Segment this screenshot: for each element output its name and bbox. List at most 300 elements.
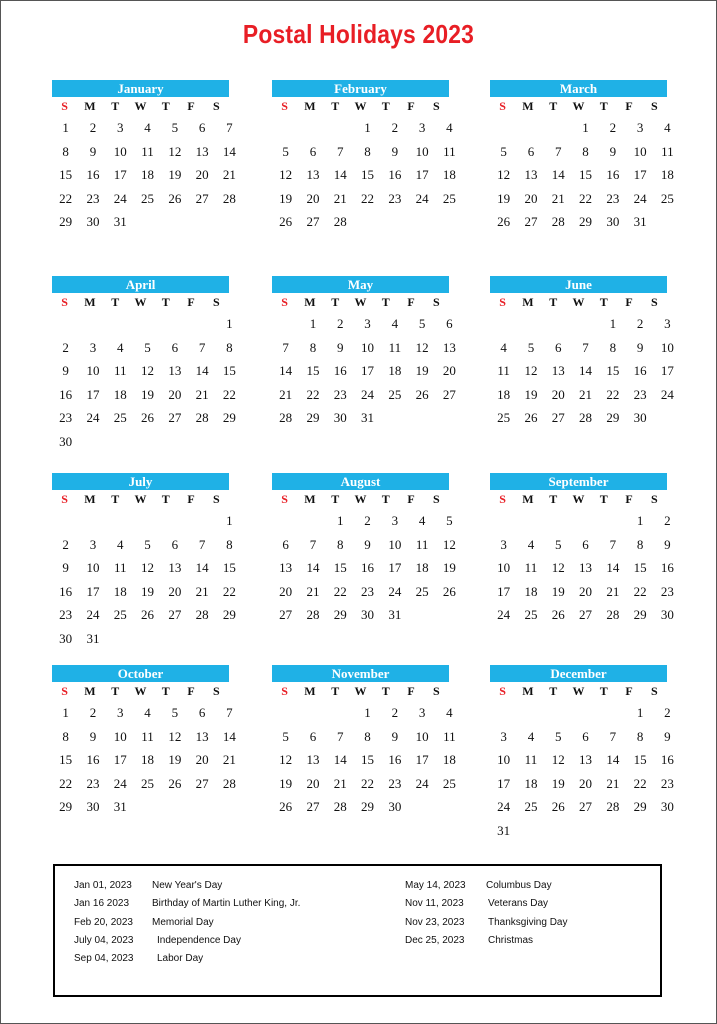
- day-cell: 31: [113, 799, 127, 815]
- day-cell: 6: [554, 339, 562, 355]
- day-cell: 19: [551, 775, 565, 791]
- day-cell: 21: [222, 167, 236, 183]
- holiday-name: Birthday of Martin Luther King, Jr.: [152, 898, 301, 910]
- day-cell: 12: [279, 752, 293, 768]
- weekday-label: M: [84, 99, 96, 113]
- weekday-row: [52, 490, 229, 509]
- day-cell: 26: [442, 583, 456, 599]
- day-cell: 29: [361, 799, 375, 815]
- day-cell: 12: [551, 560, 565, 576]
- day-cell: 4: [446, 120, 453, 135]
- day-cell: 12: [497, 167, 511, 183]
- day-cell: 29: [633, 607, 647, 623]
- day-cell: 9: [636, 339, 644, 355]
- day-cell: 26: [551, 607, 565, 623]
- day-cell: 18: [660, 167, 674, 183]
- day-cell: 26: [524, 410, 538, 426]
- day-cell: 5: [418, 316, 426, 331]
- weekday-row: [490, 682, 667, 701]
- day-cell: 13: [306, 167, 320, 183]
- day-cell: 31: [497, 822, 511, 838]
- day-cell: 13: [195, 143, 209, 159]
- day-cell: 13: [306, 752, 320, 768]
- weekday-label: T: [161, 295, 170, 309]
- weekday-label: S: [281, 684, 288, 698]
- weekday-label: T: [381, 99, 390, 113]
- day-grid: [490, 509, 674, 627]
- weekday-label: T: [161, 99, 170, 113]
- day-cell: 11: [113, 363, 127, 379]
- day-cell: 6: [171, 339, 179, 355]
- month-august: [272, 473, 456, 627]
- weekday-label: F: [187, 99, 195, 113]
- day-cell: 30: [633, 410, 647, 426]
- day-cell: 11: [141, 728, 154, 744]
- day-cell: 16: [633, 363, 647, 379]
- month-june: [490, 276, 674, 430]
- day-cell: 6: [446, 316, 453, 331]
- weekday-label: M: [522, 99, 534, 113]
- weekday-label: W: [134, 492, 147, 506]
- weekday-label: T: [381, 295, 390, 309]
- day-cell: 6: [282, 536, 289, 552]
- day-cell: 11: [388, 339, 402, 355]
- weekday-label: S: [432, 492, 440, 506]
- day-cell: 7: [282, 339, 289, 355]
- holiday-date: Dec 25, 2023: [405, 934, 465, 946]
- day-cell: 26: [279, 799, 293, 815]
- empty-cell: [134, 509, 161, 533]
- holiday-name: Labor Day: [157, 953, 204, 965]
- weekday-label: T: [549, 492, 558, 506]
- day-cell: 6: [171, 536, 179, 552]
- day-cell: 17: [388, 560, 402, 576]
- empty-cell: [517, 312, 544, 336]
- day-cell: 9: [364, 536, 371, 552]
- day-cell: 23: [606, 190, 620, 206]
- day-cell: 16: [660, 752, 674, 768]
- day-cell: 18: [415, 560, 429, 576]
- holiday-date: July 04, 2023: [74, 934, 134, 946]
- day-cell: 21: [551, 190, 565, 206]
- day-cell: 17: [660, 363, 674, 379]
- weekday-label: M: [304, 295, 316, 309]
- day-cell: 22: [59, 775, 73, 791]
- day-cell: 9: [336, 339, 344, 355]
- day-cell: 21: [606, 775, 620, 791]
- day-cell: 12: [415, 339, 429, 355]
- day-cell: 20: [524, 190, 538, 206]
- weekday-label: M: [304, 684, 316, 698]
- holiday-name: Christmas: [488, 934, 534, 946]
- day-cell: 8: [636, 536, 644, 552]
- weekday-label: T: [599, 492, 608, 506]
- day-cell: 9: [62, 560, 69, 576]
- weekday-label: F: [625, 684, 633, 698]
- day-cell: 20: [168, 583, 182, 599]
- day-cell: 4: [527, 728, 535, 744]
- day-cell: 14: [195, 560, 209, 576]
- day-cell: 25: [388, 386, 402, 402]
- day-cell: 5: [446, 513, 453, 528]
- day-cell: 14: [279, 363, 293, 379]
- day-cell: 11: [497, 363, 510, 379]
- day-cell: 18: [524, 583, 538, 599]
- day-cell: 14: [606, 560, 620, 576]
- empty-cell: [572, 509, 599, 533]
- empty-cell: [545, 509, 572, 533]
- holiday-name: Independence Day: [157, 934, 241, 946]
- empty-cell: [272, 701, 299, 725]
- day-cell: 15: [222, 560, 236, 576]
- day-cell: 4: [144, 120, 151, 135]
- weekday-label: T: [549, 99, 558, 113]
- day-cell: 26: [168, 190, 182, 206]
- day-cell: 17: [113, 752, 127, 768]
- empty-cell: [599, 509, 626, 533]
- day-cell: 20: [306, 190, 320, 206]
- day-cell: 8: [309, 339, 317, 355]
- day-cell: 27: [551, 410, 565, 426]
- weekday-row: [52, 97, 229, 116]
- day-cell: 4: [446, 705, 453, 720]
- day-cell: 19: [168, 752, 182, 768]
- weekday-label: S: [432, 684, 440, 698]
- day-cell: 9: [391, 728, 399, 744]
- day-cell: 16: [388, 167, 402, 183]
- day-cell: 26: [168, 775, 182, 791]
- day-cell: 25: [442, 775, 456, 791]
- month-july: [52, 473, 236, 651]
- day-cell: 29: [59, 799, 73, 815]
- empty-cell: [107, 509, 134, 533]
- empty-cell: [545, 701, 572, 725]
- weekday-label: T: [111, 492, 120, 506]
- weekday-label: T: [331, 492, 340, 506]
- day-cell: 29: [606, 410, 620, 426]
- empty-cell: [79, 312, 106, 336]
- day-cell: 31: [86, 630, 100, 646]
- day-cell: 27: [306, 799, 320, 815]
- day-cell: 30: [660, 799, 674, 815]
- weekday-label: M: [522, 684, 534, 698]
- month-header: August: [272, 473, 449, 490]
- day-cell: 26: [279, 214, 293, 230]
- day-cell: 31: [388, 607, 402, 623]
- day-cell: 14: [306, 560, 320, 576]
- day-cell: 1: [62, 120, 69, 135]
- day-cell: 23: [86, 775, 100, 791]
- day-cell: 5: [171, 705, 179, 720]
- month-header: January: [52, 80, 229, 97]
- day-cell: 21: [279, 386, 293, 402]
- month-header: November: [272, 665, 449, 682]
- day-cell: 6: [309, 143, 317, 159]
- day-cell: 26: [415, 386, 429, 402]
- weekday-label: S: [212, 684, 220, 698]
- day-cell: 13: [579, 560, 593, 576]
- weekday-label: S: [650, 492, 658, 506]
- day-grid: [490, 116, 674, 234]
- day-cell: 2: [391, 120, 399, 135]
- day-cell: 25: [524, 607, 538, 623]
- day-cell: 31: [113, 214, 127, 230]
- day-cell: 4: [418, 513, 426, 528]
- day-cell: 22: [59, 190, 73, 206]
- day-cell: 31: [633, 214, 647, 230]
- day-cell: 10: [113, 143, 127, 159]
- weekday-label: S: [432, 295, 440, 309]
- day-cell: 27: [579, 799, 593, 815]
- empty-cell: [490, 116, 517, 140]
- day-cell: 29: [222, 607, 236, 623]
- day-cell: 9: [89, 728, 97, 744]
- day-cell: 3: [418, 705, 426, 720]
- empty-cell: [327, 701, 354, 725]
- day-cell: 3: [116, 120, 124, 135]
- day-cell: 12: [551, 752, 565, 768]
- day-cell: 17: [361, 363, 375, 379]
- day-cell: 24: [86, 607, 100, 623]
- day-cell: 22: [606, 386, 620, 402]
- day-cell: 16: [606, 167, 620, 183]
- day-cell: 22: [222, 386, 236, 402]
- weekday-label: F: [187, 295, 195, 309]
- day-cell: 30: [388, 799, 402, 815]
- day-cell: 17: [415, 752, 429, 768]
- month-header: April: [52, 276, 229, 293]
- day-cell: 28: [606, 799, 620, 815]
- weekday-label: T: [161, 684, 170, 698]
- weekday-label: M: [84, 295, 96, 309]
- day-cell: 4: [116, 339, 124, 355]
- holiday-date: Nov 23, 2023: [405, 916, 465, 928]
- day-cell: 14: [606, 752, 620, 768]
- day-cell: 22: [361, 775, 375, 791]
- day-cell: 21: [579, 386, 593, 402]
- day-cell: 26: [551, 799, 565, 815]
- day-cell: 10: [388, 536, 402, 552]
- day-cell: 25: [141, 775, 155, 791]
- day-cell: 8: [609, 339, 617, 355]
- day-cell: 30: [660, 607, 674, 623]
- day-cell: 24: [113, 190, 127, 206]
- day-cell: 24: [388, 583, 402, 599]
- day-cell: 23: [86, 190, 100, 206]
- month-october: [52, 665, 236, 819]
- day-cell: 21: [606, 583, 620, 599]
- day-cell: 4: [116, 536, 124, 552]
- weekday-label: F: [625, 295, 633, 309]
- day-grid: [490, 701, 674, 843]
- day-cell: 31: [361, 410, 375, 426]
- day-cell: 20: [168, 386, 182, 402]
- day-cell: 13: [195, 728, 209, 744]
- day-cell: 27: [524, 214, 538, 230]
- day-cell: 25: [141, 190, 155, 206]
- day-cell: 27: [168, 410, 182, 426]
- day-grid: [272, 116, 456, 234]
- day-cell: 28: [222, 775, 236, 791]
- day-cell: 28: [551, 214, 565, 230]
- day-cell: 5: [144, 536, 151, 552]
- day-cell: 15: [306, 363, 320, 379]
- day-cell: 7: [336, 728, 344, 744]
- weekday-row: [272, 490, 449, 509]
- day-cell: 10: [633, 143, 647, 159]
- day-cell: 20: [551, 386, 565, 402]
- day-cell: 3: [391, 513, 399, 528]
- day-cell: 1: [636, 513, 644, 528]
- day-cell: 30: [59, 630, 73, 646]
- weekday-label: T: [599, 295, 608, 309]
- weekday-label: T: [381, 684, 390, 698]
- day-cell: 13: [524, 167, 538, 183]
- day-cell: 2: [636, 316, 644, 331]
- weekday-label: F: [187, 684, 195, 698]
- weekday-label: S: [61, 295, 68, 309]
- month-march: [490, 80, 674, 234]
- holiday-name: Veterans Day: [488, 898, 549, 910]
- day-cell: 8: [636, 728, 644, 744]
- day-cell: 28: [333, 214, 347, 230]
- day-cell: 28: [222, 190, 236, 206]
- holiday-name: Memorial Day: [152, 916, 214, 928]
- day-cell: 28: [195, 410, 209, 426]
- day-cell: 21: [195, 386, 209, 402]
- day-cell: 19: [279, 190, 293, 206]
- weekday-row: [272, 97, 449, 116]
- day-cell: 4: [500, 339, 507, 355]
- day-cell: 23: [660, 775, 674, 791]
- month-header: September: [490, 473, 667, 490]
- day-cell: 22: [306, 386, 320, 402]
- empty-cell: [161, 509, 188, 533]
- weekday-label: M: [522, 295, 534, 309]
- day-cell: 9: [664, 728, 671, 744]
- weekday-label: S: [212, 99, 220, 113]
- day-cell: 28: [333, 799, 347, 815]
- day-cell: 18: [113, 386, 127, 402]
- day-cell: 8: [62, 728, 69, 744]
- weekday-label: T: [111, 99, 120, 113]
- day-cell: 27: [306, 214, 320, 230]
- day-cell: 3: [664, 316, 671, 331]
- day-cell: 12: [141, 560, 155, 576]
- day-cell: 16: [388, 752, 402, 768]
- day-cell: 1: [226, 513, 233, 528]
- month-header: March: [490, 80, 667, 97]
- day-cell: 16: [333, 363, 347, 379]
- day-cell: 1: [62, 705, 69, 720]
- day-cell: 5: [282, 728, 289, 744]
- day-cell: 22: [633, 775, 647, 791]
- month-header: October: [52, 665, 229, 682]
- day-cell: 11: [443, 728, 456, 744]
- day-cell: 24: [361, 386, 375, 402]
- day-cell: 18: [442, 752, 456, 768]
- empty-cell: [161, 312, 188, 336]
- day-cell: 18: [141, 167, 155, 183]
- day-cell: 11: [443, 143, 456, 159]
- day-cell: 24: [497, 607, 511, 623]
- day-cell: 22: [579, 190, 593, 206]
- day-cell: 15: [222, 363, 236, 379]
- empty-cell: [517, 701, 544, 725]
- weekday-row: [272, 293, 449, 312]
- day-cell: 30: [606, 214, 620, 230]
- day-cell: 23: [333, 386, 347, 402]
- empty-cell: [517, 116, 544, 140]
- day-cell: 19: [524, 386, 538, 402]
- day-cell: 17: [86, 583, 100, 599]
- day-cell: 25: [113, 410, 127, 426]
- day-cell: 12: [524, 363, 538, 379]
- day-cell: 16: [86, 167, 100, 183]
- day-cell: 5: [527, 339, 535, 355]
- weekday-row: [490, 97, 667, 116]
- day-grid: [272, 701, 456, 819]
- day-cell: 19: [415, 363, 429, 379]
- weekday-label: W: [572, 99, 585, 113]
- day-cell: 7: [609, 536, 617, 552]
- day-cell: 15: [579, 167, 593, 183]
- day-cell: 12: [141, 363, 155, 379]
- day-cell: 12: [168, 143, 182, 159]
- day-cell: 17: [113, 167, 127, 183]
- day-cell: 28: [306, 607, 320, 623]
- weekday-label: S: [432, 99, 440, 113]
- empty-cell: [272, 312, 299, 336]
- weekday-label: S: [650, 295, 658, 309]
- empty-cell: [572, 701, 599, 725]
- day-cell: 18: [524, 775, 538, 791]
- weekday-label: S: [281, 99, 288, 113]
- day-cell: 10: [497, 752, 511, 768]
- empty-cell: [490, 701, 517, 725]
- day-cell: 2: [391, 705, 399, 720]
- empty-cell: [299, 509, 326, 533]
- day-cell: 12: [168, 728, 182, 744]
- weekday-label: M: [304, 99, 316, 113]
- day-cell: 11: [524, 560, 538, 576]
- weekday-label: T: [599, 99, 608, 113]
- empty-cell: [545, 116, 572, 140]
- day-cell: 30: [361, 607, 375, 623]
- holiday-date: Jan 01, 2023: [74, 880, 132, 891]
- weekday-label: F: [625, 99, 633, 113]
- day-cell: 10: [113, 728, 127, 744]
- day-cell: 7: [554, 143, 562, 159]
- day-cell: 13: [168, 363, 182, 379]
- day-cell: 14: [222, 728, 236, 744]
- day-cell: 20: [279, 583, 293, 599]
- day-cell: 30: [86, 799, 100, 815]
- weekday-label: W: [572, 295, 585, 309]
- day-cell: 22: [633, 583, 647, 599]
- day-cell: 19: [279, 775, 293, 791]
- day-cell: 3: [500, 536, 507, 552]
- day-cell: 25: [660, 190, 674, 206]
- weekday-label: S: [212, 295, 220, 309]
- day-cell: 19: [442, 560, 456, 576]
- empty-cell: [299, 116, 326, 140]
- weekday-label: M: [522, 492, 534, 506]
- day-cell: 27: [168, 607, 182, 623]
- day-cell: 13: [579, 752, 593, 768]
- day-grid: [52, 312, 236, 454]
- month-header: December: [490, 665, 667, 682]
